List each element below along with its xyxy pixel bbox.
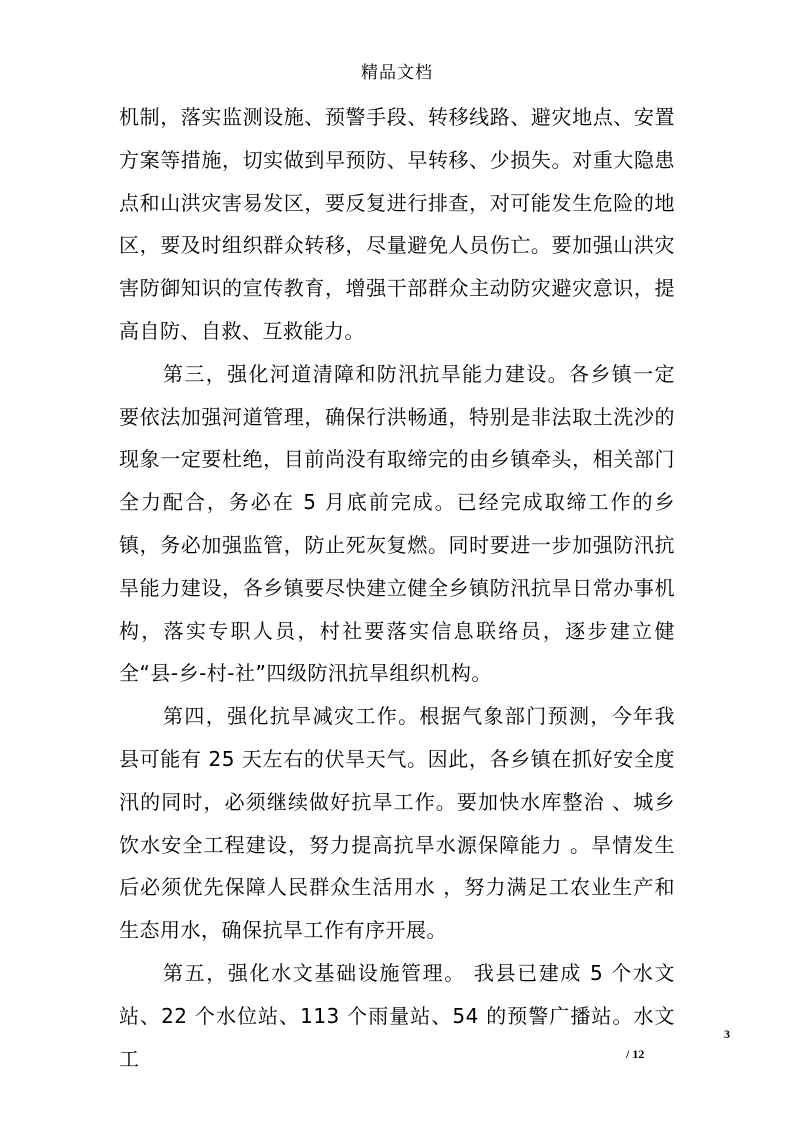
paragraph-third: 第三，强化河道清障和防汛抗旱能力建设。各乡镇一定要依法加强河道管理，确保行洪畅通，特别是非法取土洗沙的现象一定要杜绝，目前尚没有取缔完的由乡镇牵头，相关部门全力配合，务必在 5 月底前完成。已经完成取缔工作的乡镇，务必加强监管，防止死灰复燃。同时要进一步加强防汛抗旱能力建设，各乡镇要尽快建立健全乡镇防汛抗旱日常办事机构，落实专职人员，村社要落实信息联络员，逐步建立健全“县-乡-村-社”四级防汛抗旱组织机构。 [119, 361, 675, 686]
page-header-title: 精品文档 [361, 63, 433, 83]
paragraph-continuation: 机制，落实监测设施、预警手段、转移线路、避灾地点、安置方案等措施，切实做到早预防、早转移、少损失。对重大隐患点和山洪灾害易发区，要反复进行排查，对可能发生危险的地区，要及时组织群众转移，尽量避免人员伤亡。要加强山洪灾害防御知识的宣传教育，增强干部群众主动防灾避灾意识，提高自防、自救、互救能力。 [119, 105, 675, 343]
paragraph-fourth: 第四，强化抗旱减灾工作。根据气象部门预测，今年我县可能有 25 天左右的伏旱天气。因此，各乡镇在抓好安全度汛的同时，必须继续做好抗旱工作。要加快水库整治 、城乡饮水安全工程建设，努力提高抗旱水源保障能力 。旱情发生后必须优先保障人民群众生活用水 ，努力满足工农业生产和生态用水，确保抗旱工作有序开展。 [119, 704, 675, 943]
page-total: / 12 [626, 1047, 645, 1061]
document-body [119, 96, 675, 1080]
paragraph-fifth: 第五，强化水文基础设施管理。 我县已建成 5 个水文站、22 个水位站、113 个雨量站、54 的预警广播站。水文工 [119, 960, 675, 1071]
page-number: 3 [724, 1027, 730, 1041]
